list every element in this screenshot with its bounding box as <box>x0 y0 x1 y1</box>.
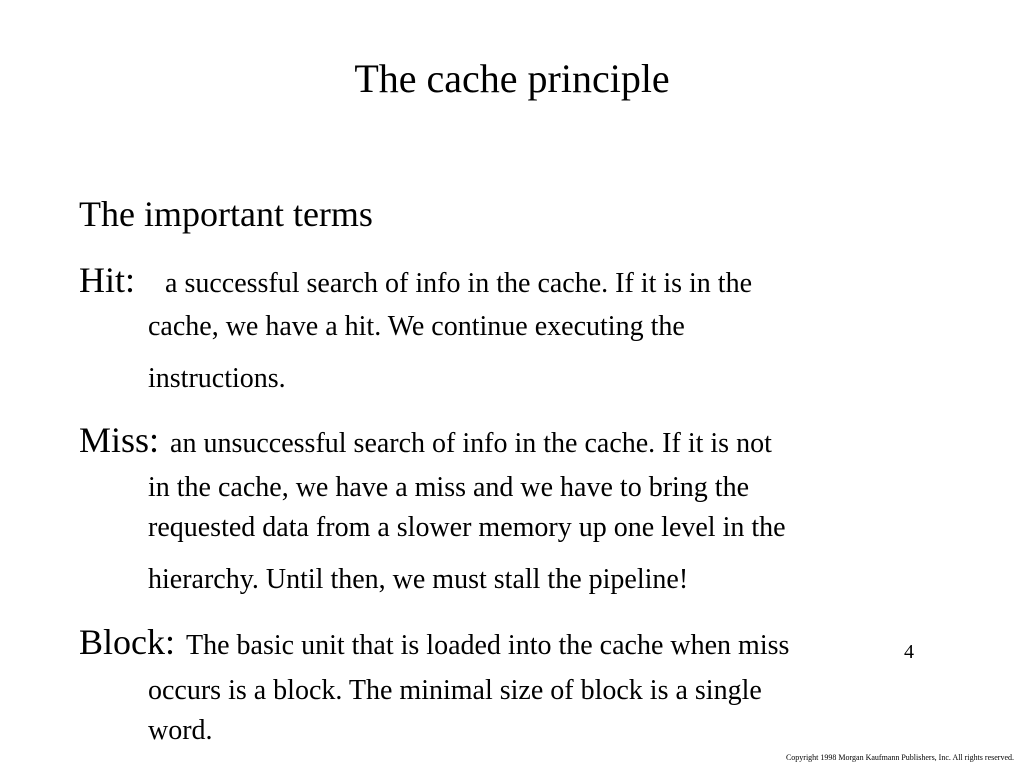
definition-line: an unsuccessful search of info in the cache. If it is not <box>170 428 772 459</box>
definition-line: occurs is a block. The minimal size of block is a single <box>148 675 762 706</box>
definition-line: cache, we have a hit. We continue executing the <box>148 311 685 342</box>
slide-title: The cache principle <box>354 56 670 101</box>
definition-line: in the cache, we have a miss and we have to bring the <box>148 472 750 503</box>
term-label: Hit: <box>79 260 136 300</box>
term-label: Miss: <box>79 420 160 460</box>
definition-line: The basic unit that is loaded into the cache when miss <box>186 630 790 661</box>
term-block <box>79 620 789 672</box>
subheading: The important terms <box>79 194 373 234</box>
definition-line: word. <box>148 715 213 746</box>
definition-line: instructions. <box>148 363 286 394</box>
term-label: Block: <box>79 622 175 662</box>
term-hit <box>79 258 752 310</box>
definition-line: requested data from a slower memory up one level in the <box>148 512 786 543</box>
term-miss <box>79 418 772 470</box>
definition-line: a successful search of info in the cache. If it is in the <box>165 268 753 299</box>
definition-line: hierarchy. Until then, we must stall the pipeline! <box>148 564 689 595</box>
slide-number: 4 <box>904 641 914 663</box>
copyright-notice: Copyright 1998 Morgan Kaufmann Publishers, Inc. All rights reserved. <box>785 753 1014 762</box>
